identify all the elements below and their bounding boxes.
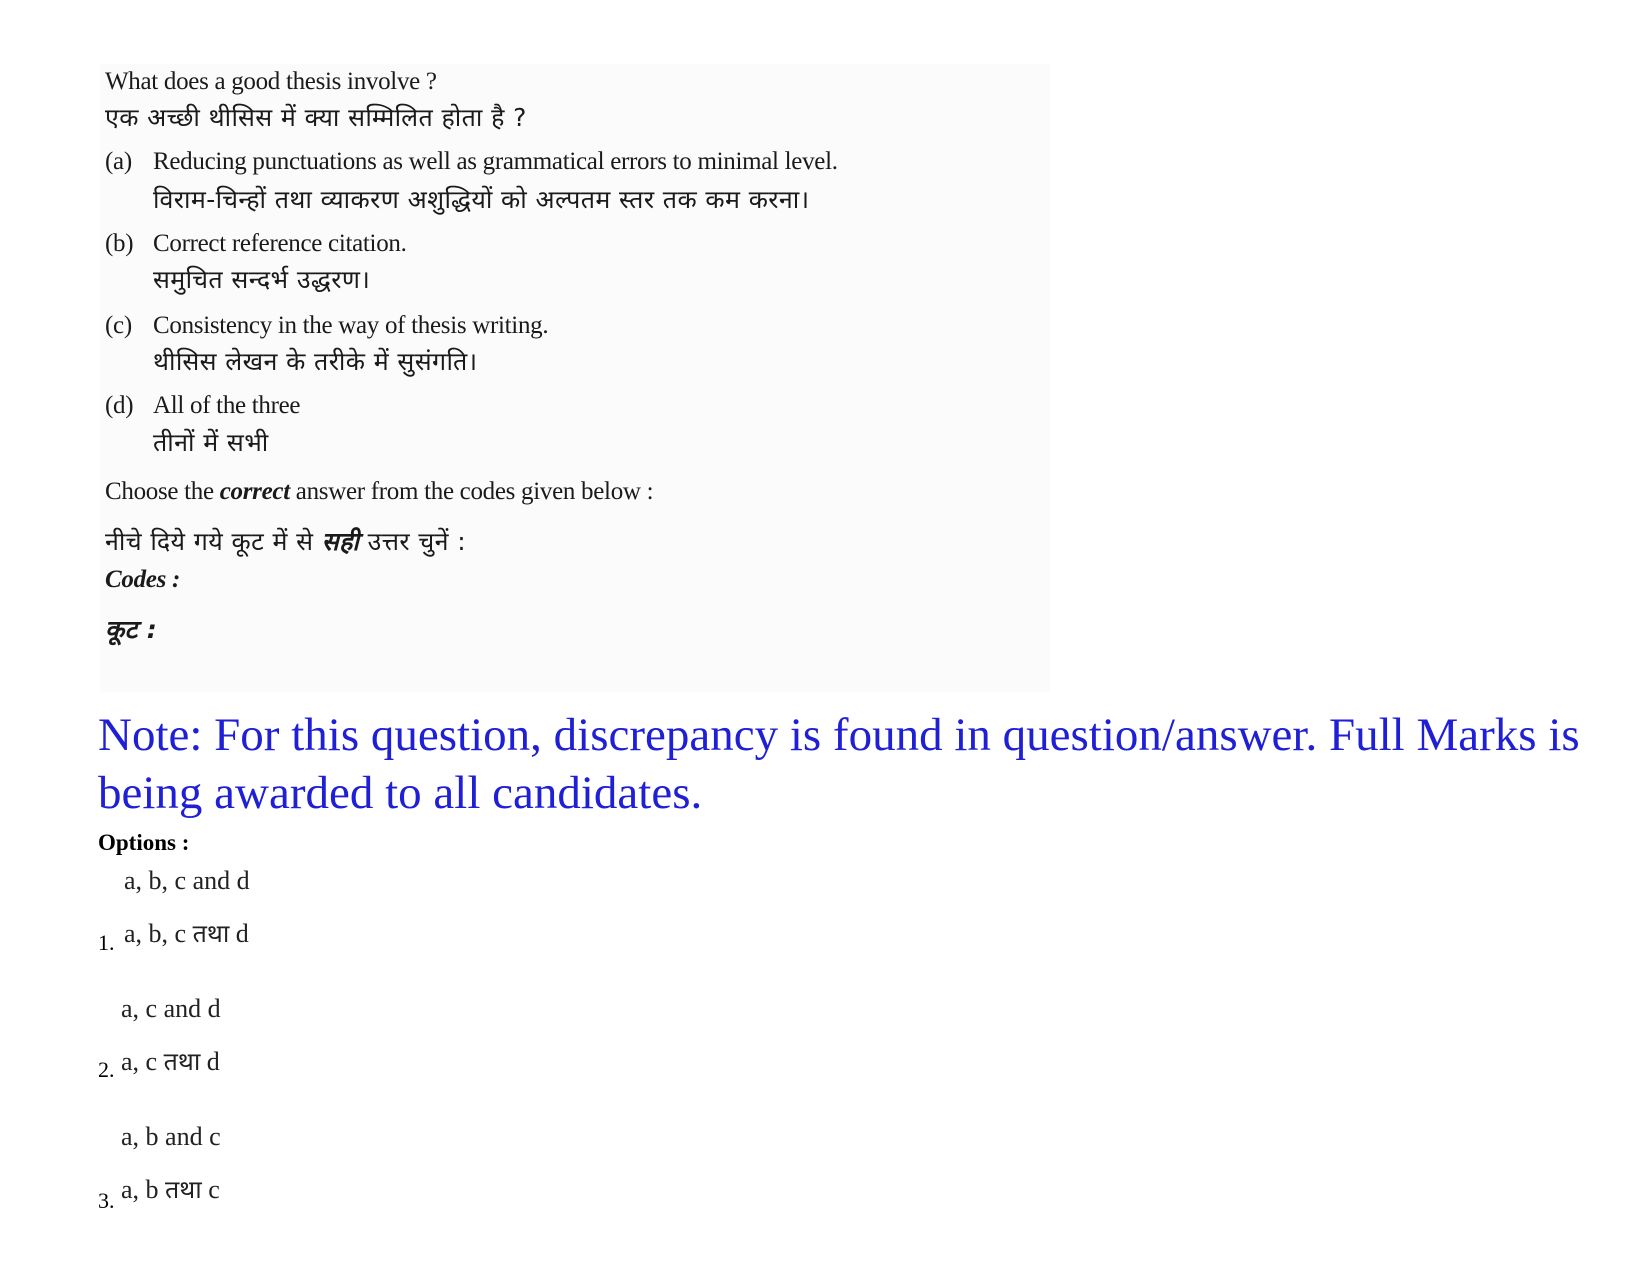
option-2-hi-word: तथा xyxy=(163,1047,201,1076)
instruction-en-post: answer from the codes given below : xyxy=(295,478,654,505)
instruction-hi-pre: नीचे दिये गये कूट में से xyxy=(105,527,314,556)
item-b-text-en: Correct reference citation. xyxy=(153,230,407,257)
discrepancy-note: Note: For this question, discrepancy is found in question/answer. Full Marks is being awarded to all candidates. xyxy=(98,709,1580,819)
instruction-hi xyxy=(105,524,466,558)
item-d-text-hi: तीनों में सभी xyxy=(153,428,269,457)
option-2-hi-post: d xyxy=(206,1047,220,1076)
option-3-hi-post: c xyxy=(208,1175,220,1204)
instruction-en-emphasis: correct xyxy=(219,478,290,505)
instruction-en xyxy=(105,478,653,506)
item-c-text-en: Consistency in the way of thesis writing. xyxy=(153,312,549,339)
option-2-number: 2. xyxy=(98,1057,115,1082)
item-a-text-hi: विराम-चिन्हों तथा व्याकरण अशुद्धियों को अल्पतम स्तर तक कम करना। xyxy=(153,185,810,214)
option-3-number: 3. xyxy=(98,1188,115,1213)
option-1-hi-word: तथा xyxy=(192,919,230,948)
option-2-text-hi xyxy=(121,1044,220,1078)
instruction-hi-post: उत्तर चुनें : xyxy=(367,527,467,556)
option-1-number: 1. xyxy=(98,930,115,955)
instruction-hi-emphasis: सही xyxy=(321,527,360,556)
item-d-label: (d) xyxy=(105,392,134,419)
option-3-text-en: a, b and c xyxy=(121,1122,221,1151)
codes-label-hi: कूट : xyxy=(105,615,158,644)
item-c-text-hi: थीसिस लेखन के तरीके में सुसंगति। xyxy=(153,347,478,376)
option-2-text-en: a, c and d xyxy=(121,994,221,1023)
question-text-hi: एक अच्छी थीसिस में क्या सम्मिलित होता है ? xyxy=(105,103,527,132)
option-3-text-hi xyxy=(121,1172,220,1206)
question-text-en: What does a good thesis involve ? xyxy=(105,68,437,95)
item-a-label: (a) xyxy=(105,148,132,175)
item-a-text-en: Reducing punctuations as well as grammatical errors to minimal level. xyxy=(153,148,838,175)
option-1-hi-post: d xyxy=(235,919,249,948)
item-d-text-en: All of the three xyxy=(153,392,301,419)
option-1-text-en: a, b, c and d xyxy=(124,866,250,895)
item-b-text-hi: समुचित सन्दर्भ उद्धरण। xyxy=(153,265,371,294)
options-label: Options : xyxy=(98,830,190,855)
option-3-hi-pre: a, b xyxy=(121,1175,159,1204)
option-2-hi-pre: a, c xyxy=(121,1047,158,1076)
instruction-en-pre: Choose the xyxy=(105,478,214,505)
option-1-text-hi xyxy=(124,916,249,950)
item-b-label: (b) xyxy=(105,230,134,257)
option-3-hi-word: तथा xyxy=(165,1175,202,1204)
option-1-hi-pre: a, b, c xyxy=(124,919,187,948)
item-c-label: (c) xyxy=(105,312,132,339)
codes-label-en: Codes : xyxy=(105,566,180,593)
